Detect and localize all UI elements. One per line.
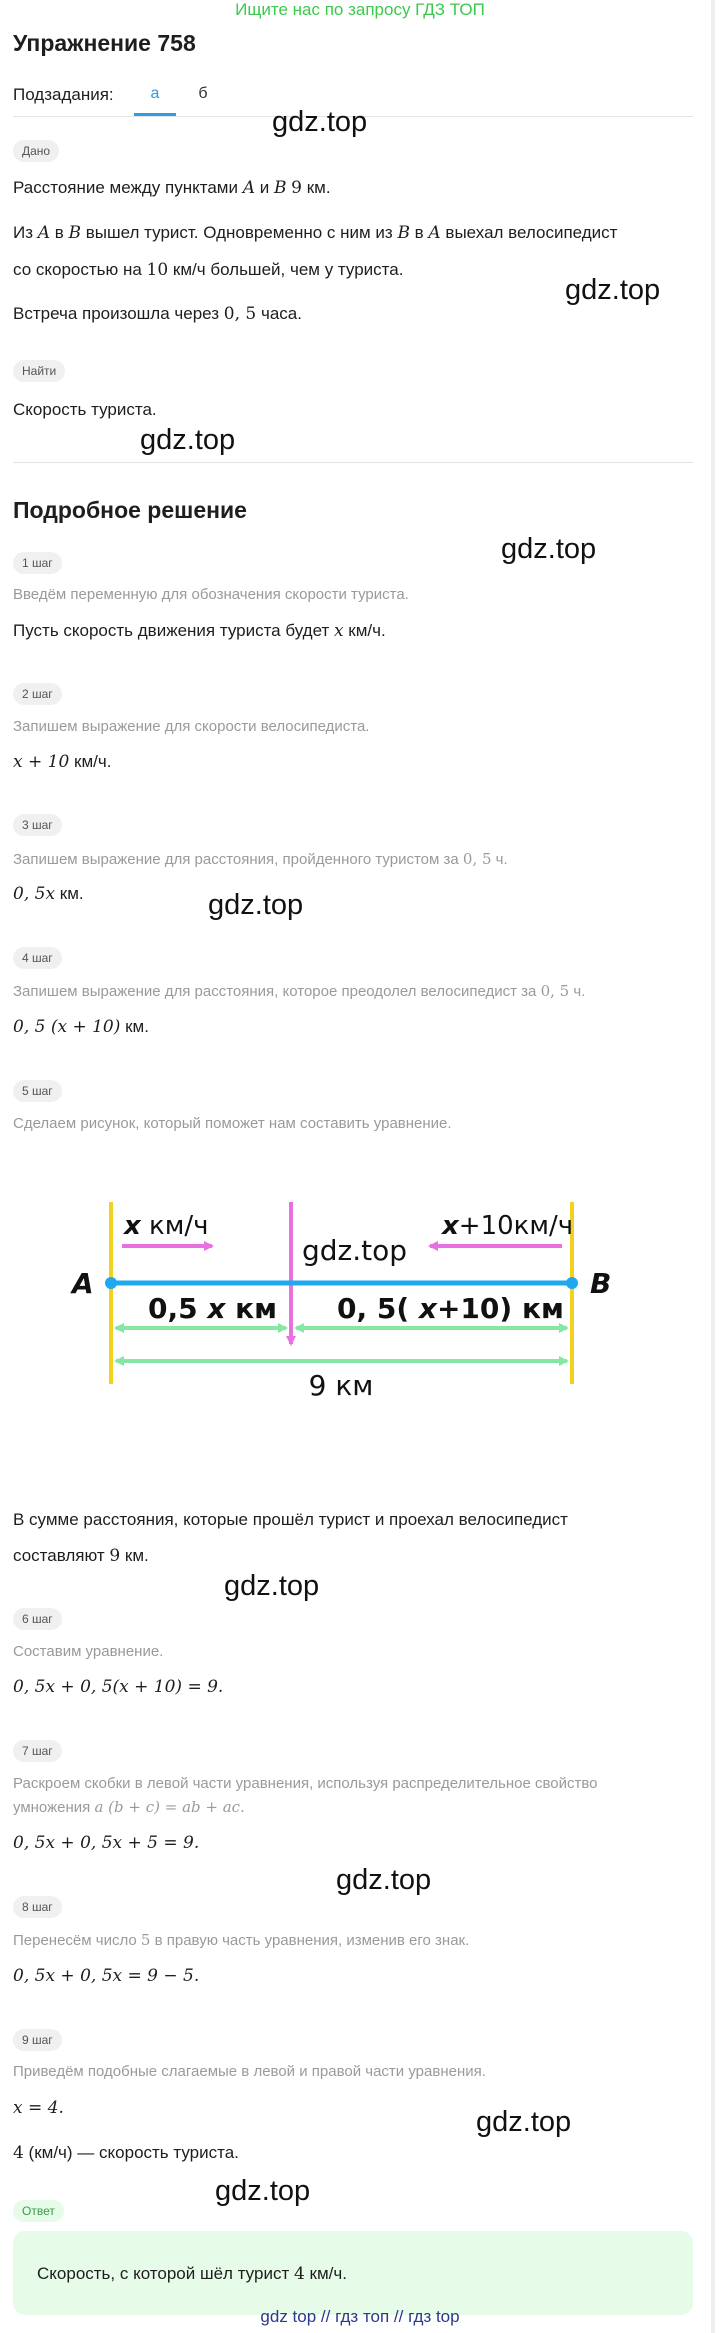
point-a-dot <box>105 1277 117 1289</box>
watermark: gdz.top <box>476 2106 572 2138</box>
answer-chip: Ответ <box>13 2200 64 2222</box>
solution-title: Подробное решение <box>13 497 247 523</box>
given-line-1: Расстояние между пунктами A и B 9 км. <box>13 178 331 198</box>
step-result: 4 (км/ч) — скорость туриста. <box>13 2143 239 2163</box>
step-description: Приведём подобные слагаемые в левой и правой части уравнения. <box>13 2063 486 2080</box>
step-description: Запишем выражение для скорости велосипедиста. <box>13 718 370 735</box>
label-b: B <box>590 1267 612 1300</box>
step-body: 0, 5x + 0, 5x + 5 = 9. <box>13 1833 200 1853</box>
cyclist-speed-label: x+10км/ч <box>442 1211 574 1241</box>
step-chip: 6 шаг <box>13 1608 62 1630</box>
watermark: gdz.top <box>272 106 368 138</box>
step-body: 0, 5x км. <box>13 884 84 904</box>
step-description: Составим уравнение. <box>13 1643 164 1660</box>
step-body: x = 4. <box>13 2098 64 2118</box>
sum-text-2: составляют 9 км. <box>13 1546 149 1566</box>
tab-subtask-a[interactable]: а <box>150 85 160 102</box>
page-title: Упражнение 758 <box>13 30 196 56</box>
step-body: Пусть скорость движения туриста будет x км/ч. <box>13 621 386 641</box>
sum-text-1: В сумме расстояния, которые прошёл турист и проехал велосипедист <box>13 1510 568 1529</box>
given-line-4: Встреча произошла через 0, 5 часа. <box>13 304 302 324</box>
given-line-2: Из A в B вышел турист. Одновременно с ним из B в A выехал велосипедист <box>13 223 618 243</box>
step-chip: 1 шаг <box>13 552 62 574</box>
step-chip: 5 шаг <box>13 1080 62 1102</box>
step-description: Введём переменную для обозначения скорости туриста. <box>13 586 409 603</box>
watermark: gdz.top <box>140 424 236 456</box>
divider <box>13 462 693 463</box>
step-chip: 7 шаг <box>13 1740 62 1762</box>
step-description-2: умножения a (b + c) = ab + ac. <box>13 1798 245 1816</box>
find-text: Скорость туриста. <box>13 400 157 419</box>
tab-subtask-b[interactable]: б <box>198 85 208 102</box>
step-body: 0, 5 (x + 10) км. <box>13 1017 149 1037</box>
segment-cyclist-label: 0, 5( x+10) км <box>337 1292 564 1325</box>
step-chip: 4 шаг <box>13 947 62 969</box>
step-description: Перенесём число 5 в правую часть уравнения, изменив его знак. <box>13 1931 470 1949</box>
step-chip: 2 шаг <box>13 683 62 705</box>
given-line-3: со скоростью на 10 км/ч большей, чем у туриста. <box>13 260 404 280</box>
watermark: gdz.top <box>215 2175 311 2207</box>
point-b-dot <box>566 1277 578 1289</box>
step-body: 0, 5x + 0, 5(x + 10) = 9. <box>13 1677 224 1697</box>
step-description: Запишем выражение для расстояния, которое преодолел велосипедист за 0, 5 ч. <box>13 982 586 1000</box>
step-description: Сделаем рисунок, который поможет нам составить уравнение. <box>13 1115 452 1132</box>
search-banner[interactable]: Ищите нас по запросу ГДЗ ТОП <box>235 0 485 19</box>
step-body: x + 10 км/ч. <box>13 752 112 772</box>
footer-links[interactable]: gdz top // гдз топ // гдз top <box>260 2307 460 2326</box>
total-distance-label: 9 км <box>308 1369 374 1402</box>
watermark: gdz.top <box>224 1570 320 1602</box>
step-chip: 8 шаг <box>13 1896 62 1918</box>
subtasks-label: Подзадания: <box>13 85 114 104</box>
tourist-speed-label: x км/ч <box>124 1211 209 1241</box>
watermark: gdz.top <box>501 533 597 565</box>
find-chip: Найти <box>13 360 65 382</box>
scrollbar-track <box>711 0 715 2333</box>
segment-tourist-label: 0,5 x км <box>148 1292 278 1325</box>
step-body: 0, 5x + 0, 5x = 9 − 5. <box>13 1966 200 1986</box>
step-description: Запишем выражение для расстояния, пройденного туристом за 0, 5 ч. <box>13 850 508 868</box>
diagram-watermark: gdz.top <box>302 1234 408 1267</box>
answer-text: Скорость, с которой шёл турист 4 км/ч. <box>37 2264 347 2284</box>
step-chip: 9 шаг <box>13 2029 62 2051</box>
watermark: gdz.top <box>565 274 661 306</box>
distance-diagram <box>0 1180 720 1420</box>
watermark: gdz.top <box>208 889 304 921</box>
step-description: Раскроем скобки в левой части уравнения, используя распределительное свойство <box>13 1775 598 1792</box>
step-chip: 3 шаг <box>13 814 62 836</box>
given-chip: Дано <box>13 140 59 162</box>
watermark: gdz.top <box>336 1864 432 1896</box>
label-a: A <box>72 1267 94 1300</box>
